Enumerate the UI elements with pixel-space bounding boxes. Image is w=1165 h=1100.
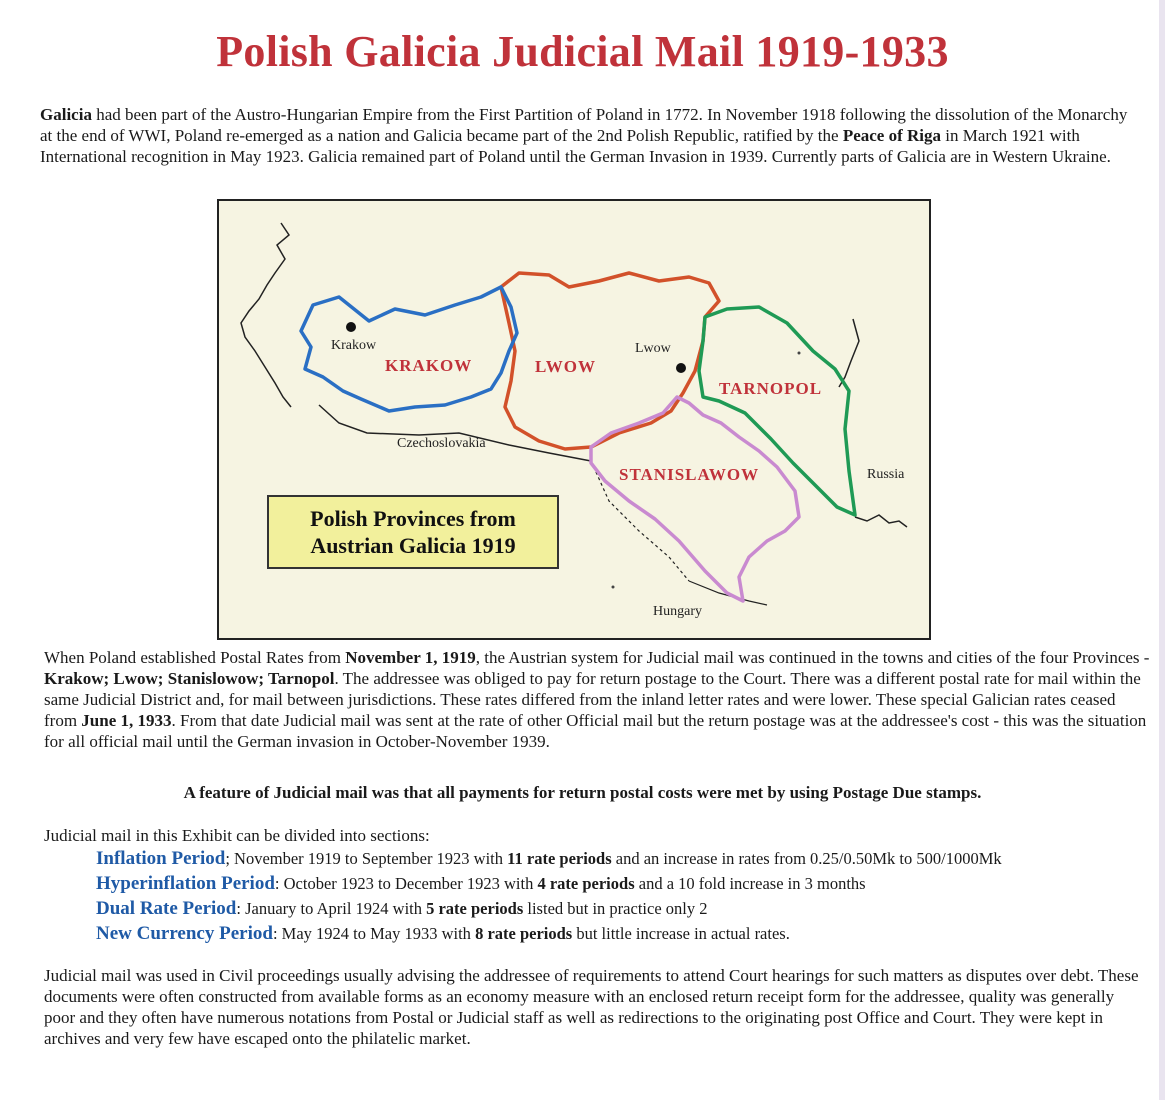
intro-text-2: in March 1921 with International recognition in May 1923. Galicia remained part of Poland until the German Invasion in 1939. Currently parts of Galicia are in Western Ukraine. [40,126,1111,166]
map-legend-box [267,495,559,569]
province-map [217,199,931,640]
closing-paragraph: Judicial mail was used in Civil proceedings usually advising the addressee of requirements to attend Court hearings for such matters as disputes over debt. These documents were often constructed from available forms as an economy measure with an enclosed return receipt form for the addressee, quality was generally poor and they often have numerous notations from Postal or Judicial staff as well as redirections to the originating post Office and Court. They were kept in archives and very few have escaped onto the philatelic market. [44,966,1139,1048]
map-province-label-stanislawow: STANISLAWOW [619,465,760,484]
rates-bold-start-date: November 1, 1919 [345,648,476,667]
section-name: Dual Rate Period [96,898,237,919]
map-province-label-tarnopol: TARNOPOL [719,379,823,398]
rates-text-1: When Poland established Postal Rates from [44,648,346,667]
section-text: ; November 1919 to September 1923 with [225,849,508,868]
map-city-label-krakow: Krakow [331,338,377,353]
intro-paragraph [40,104,1140,167]
intro-bold-riga: Peace of Riga [842,126,942,145]
section-rate-count: 8 rate periods [475,924,573,943]
section-inflation [96,848,1002,870]
map-speck [612,586,615,589]
map-neighbor-label-hungary: Hungary [653,604,702,619]
map-neighbor-label-russia: Russia [867,467,905,482]
section-name: Hyperinflation Period [96,873,275,894]
rates-text-4: . From that date Judicial mail was sent at the rate of other Official mail but the return postage was at the addressee's cost - this was the situation for all official mail until the German invasion in October-November 1939. [44,711,1147,751]
section-hyperinflation [96,873,866,895]
map-neighbor-label-czechoslovakia: Czechoslovakia [397,436,486,451]
section-text: : May 1924 to May 1933 with [272,924,476,943]
rates-bold-end-date: June 1, 1933 [81,711,172,730]
section-text: listed but in practice only 2 [523,899,708,918]
rates-text-3: . The addressee was obliged to pay for return postage to the Court. There was a different postal rate for mail within the same Judicial District and, for mail between jurisdictions. These rates differed from the inland letter rates and were lower. These special Galician rates ceased from [44,669,1141,730]
section-rate-count: 5 rate periods [426,899,524,918]
map-province-label-krakow: KRAKOW [385,356,473,375]
map-background [219,201,929,638]
page-edge [1159,0,1165,1100]
section-text: and a 10 fold increase in 3 months [634,874,866,893]
map-svg [219,201,929,638]
section-text: and an increase in rates from 0.25/0.50Mk to 500/1000Mk [611,849,1002,868]
sections-intro: Judicial mail in this Exhibit can be divided into sections: [44,826,430,845]
section-text: : January to April 1924 with [236,899,427,918]
intro-text-1: had been part of the Austro-Hungarian Empire from the First Partition of Poland in 1772. In November 1918 following the dissolution of the Monarchy at the end of WWI, Poland re-emerged as a nation and Galicia became part of the 2nd Polish Republic, ratified by the [40,105,1128,145]
section-text: but little increase in actual rates. [572,924,790,943]
map-speck [798,352,801,355]
section-name: Inflation Period [96,848,226,869]
section-dual-rate [96,898,707,920]
page-title: Polish Galicia Judicial Mail 1919-1933 [216,27,949,76]
map-province-label-lwow: LWOW [535,357,597,376]
lwow-city-dot [676,363,686,373]
map-city-label-lwow: Lwow [635,341,671,356]
section-rate-count: 11 rate periods [507,849,612,868]
rates-text-2: , the Austrian system for Judicial mail was continued in the towns and cities of the four Provinces - [475,648,1150,667]
rates-bold-provinces: Krakow; Lwow; Stanislowow; Tarnopol [44,669,335,688]
intro-bold-galicia: Galicia [40,105,92,124]
section-text: : October 1923 to December 1923 with [274,874,538,893]
rates-paragraph [44,647,1150,752]
krakow-city-dot [346,322,356,332]
section-rate-count: 4 rate periods [537,874,635,893]
section-name: New Currency Period [96,923,273,944]
feature-statement: A feature of Judicial mail was that all payments for return postal costs were met by using Postage Due stamps. [183,783,982,802]
map-legend-text: Polish Provinces from Austrian Galicia 1919 [310,506,516,558]
section-new-currency [96,923,790,945]
